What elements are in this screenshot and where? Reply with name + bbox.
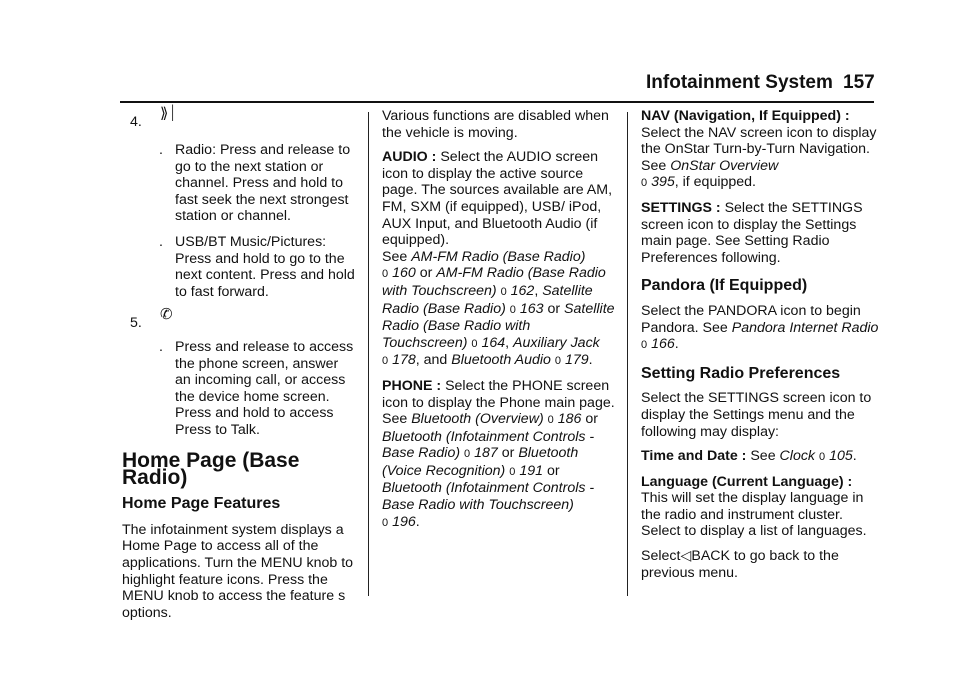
nav-paragraph: NAV (Navigation, If Equipped) : Select the NAV screen icon to display the OnStar Turn-by-Turn Navigation. See OnStar Overview 0 395, if equipped. — [641, 108, 877, 191]
cross-reference-link[interactable]: Auxiliary Jack — [513, 334, 600, 351]
phone-paragraph: PHONE : Select the PHONE screen icon to display the Phone main page. See Bluetooth (Overview) 0 186 or Bluetooth (Infotainment Controls - Base Radio) 0 187 or Bluetooth (Voice Recognition) 0 191 or Bluetooth (Infotainment Controls - Base Radio with Touchscreen) 0 196. — [382, 377, 615, 530]
item-5-number: 5. — [130, 315, 142, 331]
settings-heading: Setting Radio Preferences — [641, 364, 841, 382]
cross-reference-link[interactable]: AM-FM Radio (Base Radio with Touchscreen) — [382, 265, 606, 299]
cross-reference-link[interactable]: Bluetooth Audio — [451, 352, 551, 369]
cross-reference-link[interactable]: Clock — [779, 448, 816, 465]
cross-reference-link[interactable]: OnStar Overview — [670, 157, 779, 174]
settings-intro: Select the SETTINGS screen icon to display the Settings menu and the following may display: — [641, 390, 872, 440]
time-date-paragraph: Time and Date : See Clock 0 105. — [641, 448, 857, 465]
subsection-heading: Home Page Features — [122, 495, 281, 513]
cross-reference-link[interactable]: Bluetooth (Infotainment Controls - Base Radio) — [382, 428, 595, 462]
language-paragraph: Language (Current Language) : This will set the display language in the radio and instrument cluster. Select to display a list of languages. — [641, 473, 867, 540]
header-rule — [120, 101, 874, 103]
list-item: . USB/BT Music/Pictures: Press and hold to go to the next content. Press and hold to fast forward. — [122, 234, 360, 301]
body-paragraph: The infotainment system displays a Home Page to access all of the applications. Turn the MENU knob to highlight feature icons. Press the MENU knob to access the feature s options. — [122, 521, 354, 621]
cross-reference-link[interactable]: Bluetooth (Voice Recognition) — [382, 445, 579, 479]
pandora-paragraph: Select the PANDORA icon to begin Pandora. See Pandora Internet Radio 0 166. — [641, 302, 879, 353]
column-divider-1 — [368, 112, 369, 596]
page-number: 157 — [843, 72, 875, 93]
header-title: Infotainment System — [646, 72, 833, 93]
cross-reference-link[interactable]: Bluetooth (Infotainment Controls - Base Radio with Touchscreen) — [382, 480, 595, 514]
settings-paragraph: SETTINGS : Select the SETTINGS screen icon to display the Settings main page. See Setting Radio Preferences following. — [641, 199, 863, 266]
cross-reference-link[interactable]: Bluetooth (Overview) — [411, 411, 544, 428]
cross-reference-link[interactable]: AM-FM Radio (Base Radio) — [411, 248, 586, 265]
pandora-heading: Pandora (If Equipped) — [641, 277, 808, 295]
body-paragraph: Various functions are disabled when the vehicle is moving. — [382, 108, 609, 141]
bullet-text: USB/BT Music/Pictures: Press and hold to go to the next content. Press and hold to fast forward. — [175, 234, 355, 300]
cross-reference-link[interactable]: Satellite Radio (Base Radio) — [382, 282, 593, 317]
bullet-text: Radio: Press and release to go to the next station or channel. Press and hold to fast seek the next strongest station or channel. — [175, 142, 351, 225]
column-3 — [641, 108, 879, 589]
list-item: . Press and release to access the phone screen, answer an incoming call, or access the device home screen. Press and hold to access Press to Talk. — [122, 339, 360, 439]
item-4-number: 4. — [130, 114, 142, 130]
cross-reference-link[interactable]: Satellite Radio (Base Radio with Touchscreen) — [382, 300, 615, 351]
column-2 — [382, 108, 618, 539]
cross-reference-link[interactable]: Pandora Internet Radio — [731, 319, 879, 336]
list-item: . Radio: Press and release to go to the next station or channel. Press and hold to fast seek the next strongest station or channel. — [122, 142, 360, 226]
bullet-text: Press and release to access the phone screen, answer an incoming call, or access the device home screen. Press and hold to access Press to Talk. — [175, 339, 354, 438]
column-1 — [122, 105, 360, 629]
back-paragraph: Select◁BACK to go back to the previous menu. — [641, 548, 839, 581]
phone-icon: ✆ — [160, 306, 173, 323]
section-heading: Home Page (Base Radio) — [122, 449, 300, 489]
back-icon: ◁ — [680, 548, 692, 565]
audio-paragraph: AUDIO : Select the AUDIO screen icon to display the active source page. The sources available are AM, FM, SXM (if equipped), USB/ iPod, AUX Input, and Bluetooth Audio (if equipped). See AM-FM Radio (Base Radio) 0 160 or AM-FM Radio (Base Radio with Touchscreen) 0 162, Satellite Radio (Base Radio) 0 163 or Satellite Radio (Base Radio with Touchscreen) 0 164, Auxiliary Jack 0 178, and Bluetooth Audio 0 179. — [382, 149, 615, 369]
column-divider-2 — [627, 112, 628, 596]
seek-forward-icon: ⟫⏐ — [160, 105, 177, 122]
